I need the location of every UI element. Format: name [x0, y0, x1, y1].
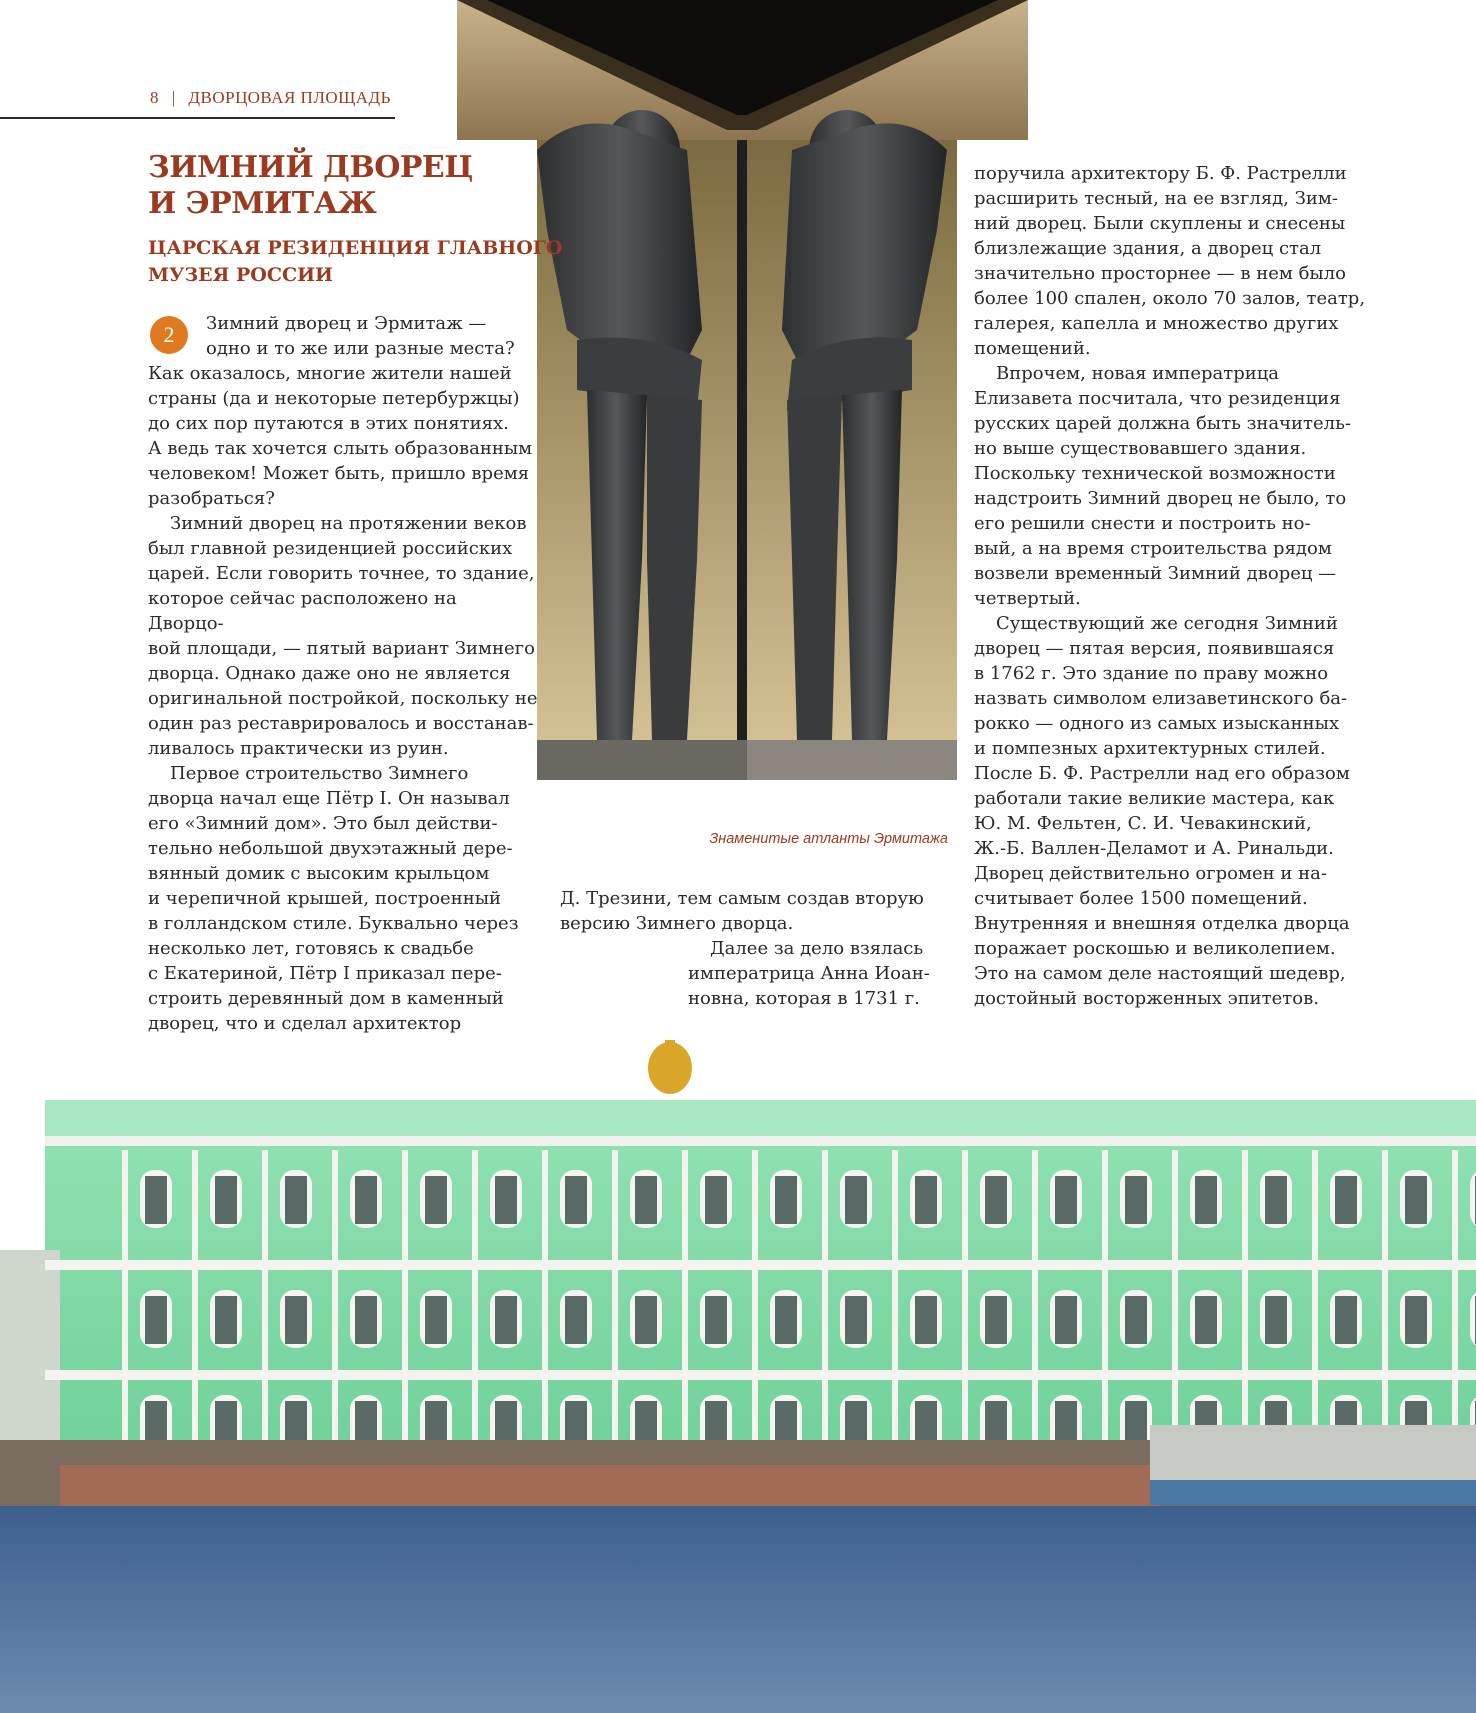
palace-column: [542, 1150, 548, 1440]
text-line: с Екатериной, Пётр I приказал пере-: [148, 963, 502, 984]
text-line: разобраться?: [148, 488, 275, 509]
palace-window-pane: [775, 1176, 797, 1224]
text-line: Далее за дело взялась: [710, 938, 924, 959]
text-line: несколько лет, готовясь к свадьбе: [148, 938, 474, 959]
text-line: человеком! Может быть, пришло время: [148, 463, 530, 484]
text-line: в 1762 г. Это здание по праву можно: [974, 663, 1329, 684]
palace-window-pane: [1265, 1176, 1287, 1224]
palace-column: [1032, 1150, 1038, 1440]
palace-window-pane: [985, 1176, 1007, 1224]
text-line: ливалось практически из руин.: [148, 738, 449, 759]
palace-window-pane: [635, 1176, 657, 1224]
text-line: работали такие великие мастера, как: [974, 788, 1335, 809]
text-line: надстроить Зимний дворец не было, то: [974, 488, 1347, 509]
text-line: дворец — пятая версия, появившаяся: [974, 638, 1335, 659]
text-line: строить деревянный дом в каменный: [148, 988, 504, 1009]
palace-column: [1242, 1150, 1248, 1440]
header-separator: |: [171, 88, 176, 107]
text-line: тельно небольшой двухэтажный дере-: [148, 838, 513, 859]
number-badge: 2: [150, 316, 188, 354]
palace-window-pane: [285, 1176, 307, 1224]
article-subtitle: [148, 235, 562, 289]
text-line: поручила архитектору Б. Ф. Растрелли: [974, 163, 1347, 184]
text-line: Ж.-Б. Валлен-Деламот и А. Ринальди.: [974, 838, 1334, 859]
palace-window-pane: [215, 1296, 237, 1344]
article-title: [148, 150, 473, 222]
text-line: оригинальной постройкой, поскольку не: [148, 688, 538, 709]
text-line: значительно просторнее — в нем было: [974, 263, 1347, 284]
text-line: новна, которая в 1731 г.: [688, 988, 920, 1009]
palace-column: [962, 1150, 968, 1440]
palace-window-pane: [1405, 1176, 1427, 1224]
text-line: его решили снести и построить но-: [974, 513, 1311, 534]
palace-window-pane: [495, 1296, 517, 1344]
palace-column: [192, 1150, 198, 1440]
text-line: Как оказалось, многие жители нашей: [148, 363, 512, 384]
palace-window-pane: [1195, 1296, 1217, 1344]
palace-window-pane: [1335, 1296, 1357, 1344]
palace-window-pane: [425, 1176, 447, 1224]
palace-window-pane: [985, 1296, 1007, 1344]
text-line: Д. Трезини, тем самым создав вторую: [560, 888, 924, 909]
text-line: рокко — одного из самых изысканных: [974, 713, 1340, 734]
palace-window-pane: [565, 1296, 587, 1344]
page-number: 8: [150, 88, 159, 107]
palace-window-pane: [215, 1176, 237, 1224]
title-line-1: ЗИМНИЙ ДВОРЕЦ: [148, 150, 473, 185]
palace-column: [822, 1150, 828, 1440]
palace-window-pane: [355, 1296, 377, 1344]
palace-column: [1172, 1150, 1178, 1440]
text-line: и черепичной крышей, построенный: [148, 888, 502, 909]
text-line: четвертый.: [974, 588, 1081, 609]
text-line: галерея, капелла и множество других: [974, 313, 1339, 334]
palace-window-pane: [845, 1296, 867, 1344]
palace-window-pane: [1125, 1176, 1147, 1224]
text-line: Поскольку технической возможности: [974, 463, 1336, 484]
winter-palace-photo: [0, 1040, 1476, 1713]
text-line: Дворец действительно огромен и на-: [974, 863, 1327, 884]
palace-column: [472, 1150, 478, 1440]
header-rule: [0, 117, 395, 119]
palace-window-pane: [565, 1176, 587, 1224]
text-line: версию Зимнего дворца.: [560, 913, 794, 934]
text-line: помещений.: [974, 338, 1091, 359]
palace-window-pane: [915, 1176, 937, 1224]
text-line: вый, а на время строительства рядом: [974, 538, 1332, 559]
text-column-3: [974, 161, 1374, 1011]
text-line: но выше существовавшего здания.: [974, 438, 1307, 459]
running-header: [150, 88, 391, 108]
text-line: А ведь так хочется слыть образованным: [148, 438, 533, 459]
palace-column: [1452, 1150, 1458, 1440]
text-line: достойный восторженных эпитетов.: [974, 988, 1319, 1009]
palace-window-pane: [845, 1176, 867, 1224]
palace-column: [402, 1150, 408, 1440]
palace-window-pane: [635, 1296, 657, 1344]
text-line: После Б. Ф. Растрелли над его образом: [974, 763, 1350, 784]
palace-column: [892, 1150, 898, 1440]
text-line: императрица Анна Иоан-: [688, 963, 930, 984]
palace-column: [332, 1150, 338, 1440]
title-line-2: И ЭРМИТАЖ: [148, 186, 377, 221]
subtitle-line-2: МУЗЕЯ РОССИИ: [148, 264, 333, 286]
palace-window-pane: [1335, 1176, 1357, 1224]
palace-window-pane: [1265, 1296, 1287, 1344]
text-line: Впрочем, новая императрица: [996, 363, 1280, 384]
text-line: назвать символом елизаветинского ба-: [974, 688, 1348, 709]
palace-column: [612, 1150, 618, 1440]
palace-window-pane: [705, 1176, 727, 1224]
text-line: русских царей должна быть значитель-: [974, 413, 1351, 434]
text-line: Зимний дворец на протяжении веков: [170, 513, 527, 534]
text-line: дворец, что и сделал архитектор: [148, 1013, 462, 1034]
atlantes-photo: [457, 0, 1028, 800]
photo-caption: Знаменитые атланты Эрмитажа: [709, 831, 948, 847]
palace-window-pane: [425, 1296, 447, 1344]
text-line: поражает роскошью и великолепием.: [974, 938, 1336, 959]
text-line: Зимний дворец и Эрмитаж —: [206, 313, 487, 334]
palace-column: [262, 1150, 268, 1440]
text-line: и помпезных архитектурных стилей.: [974, 738, 1326, 759]
palace-window-pane: [285, 1296, 307, 1344]
text-line: до сих пор путаются в этих понятиях.: [148, 413, 509, 434]
palace-window-pane: [775, 1296, 797, 1344]
palace-window-pane: [915, 1296, 937, 1344]
palace-window-pane: [145, 1296, 167, 1344]
text-column-1: [148, 311, 538, 1036]
text-line: Это на самом деле настоящий шедевр,: [974, 963, 1346, 984]
palace-window-pane: [1055, 1296, 1077, 1344]
text-line: Первое строительство Зимнего: [170, 763, 469, 784]
palace-column: [752, 1150, 758, 1440]
palace-window-pane: [355, 1176, 377, 1224]
text-line: вой площади, — пятый вариант Зимнего: [148, 638, 535, 659]
text-line: его «Зимний дом». Это был действи-: [148, 813, 498, 834]
palace-column: [1102, 1150, 1108, 1440]
text-line: страны (да и некоторые петербуржцы): [148, 388, 520, 409]
text-line: расширить тесный, на ее взгляд, Зим-: [974, 188, 1338, 209]
palace-window-pane: [1195, 1176, 1217, 1224]
text-line: Ю. М. Фельтен, С. И. Чевакинский,: [974, 813, 1312, 834]
text-line: Елизавета посчитала, что резиденция: [974, 388, 1341, 409]
text-line: один раз реставрировалось и восстанав-: [148, 713, 534, 734]
palace-window-pane: [1405, 1296, 1427, 1344]
text-line: дворца начал еще Пётр I. Он называл: [148, 788, 510, 809]
palace-window-pane: [1125, 1296, 1147, 1344]
palace-column: [682, 1150, 688, 1440]
palace-column: [122, 1150, 128, 1440]
palace-column: [1312, 1150, 1318, 1440]
text-line: дворца. Однако даже оно не является: [148, 663, 511, 684]
text-line: которое сейчас расположено на Дворцо-: [148, 588, 457, 634]
palace-window-pane: [705, 1296, 727, 1344]
text-column-2: [560, 886, 940, 1011]
text-line: Существующий же сегодня Зимний: [996, 613, 1338, 634]
text-line: более 100 спален, около 70 залов, театр,: [974, 288, 1366, 309]
text-line: был главной резиденцией российских: [148, 538, 513, 559]
text-line: Внутренняя и внешняя отделка дворца: [974, 913, 1350, 934]
palace-window-pane: [1055, 1176, 1077, 1224]
palace-column: [1382, 1150, 1388, 1440]
text-line: в голландском стиле. Буквально через: [148, 913, 519, 934]
subtitle-line-1: ЦАРСКАЯ РЕЗИДЕНЦИЯ ГЛАВНОГО: [148, 237, 563, 259]
text-line: одно и то же или разные места?: [206, 338, 515, 359]
text-line: близлежащие здания, а дворец стал: [974, 238, 1322, 259]
section-name: ДВОРЦОВАЯ ПЛОЩАДЬ: [188, 88, 391, 107]
palace-window-pane: [145, 1176, 167, 1224]
text-line: вянный домик с высоким крыльцом: [148, 863, 490, 884]
text-line: возвели временный Зимний дворец —: [974, 563, 1337, 584]
text-line: ний дворец. Были скуплены и снесены: [974, 213, 1346, 234]
text-line: царей. Если говорить точнее, то здание,: [148, 563, 535, 584]
palace-window-pane: [495, 1176, 517, 1224]
text-line: считывает более 1500 помещений.: [974, 888, 1308, 909]
